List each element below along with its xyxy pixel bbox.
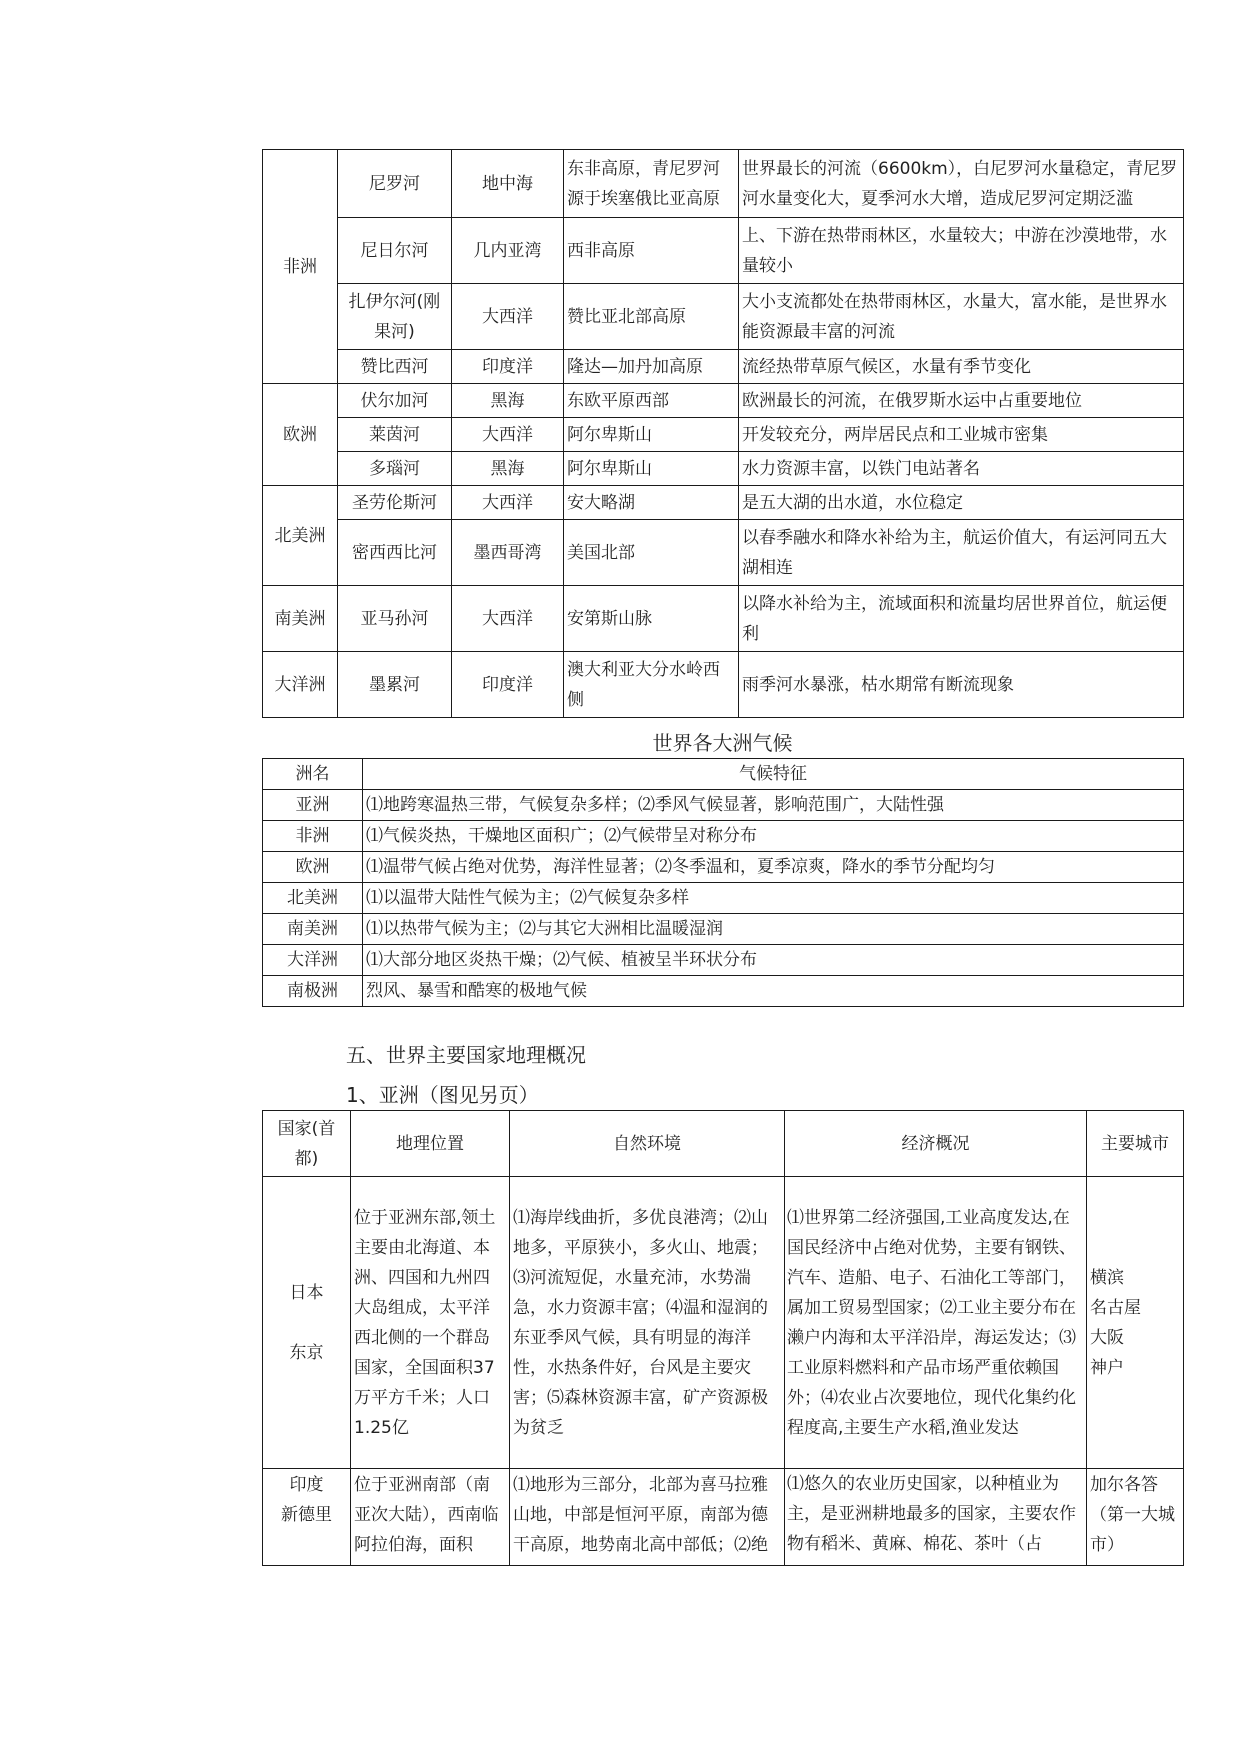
table-row xyxy=(263,790,1184,821)
river-table xyxy=(262,149,1184,718)
table-row xyxy=(263,586,1184,652)
river-features: 欧洲最长的河流，在俄罗斯水运中占重要地位 xyxy=(739,384,1184,418)
table-row xyxy=(263,150,1184,218)
river-features: 世界最长的河流（6600km），白尼罗河水量稳定，青尼罗河水量变化大，夏季河水大增，造成尼罗河定期泛滥 xyxy=(739,150,1184,218)
climate-features: 烈风、暴雪和酷寒的极地气候 xyxy=(363,976,1184,1007)
continent-name: 欧洲 xyxy=(263,852,363,883)
country-location: 位于亚洲东部,领土主要由北海道、本洲、四国和九州四大岛组成，太平洋西北侧的一个群岛国家，全国面积37万平方千米；人口1.25亿 xyxy=(351,1177,510,1469)
table-row xyxy=(263,218,1184,284)
river-outlet: 大西洋 xyxy=(452,284,564,350)
table-row xyxy=(263,486,1184,520)
river-name: 密西西比河 xyxy=(338,520,452,586)
river-source: 赞比亚北部高原 xyxy=(564,284,739,350)
river-source: 阿尔卑斯山 xyxy=(564,418,739,452)
climate-features: ⑴温带气候占绝对优势，海洋性显著；⑵冬季温和，夏季凉爽，降水的季节分配均匀 xyxy=(363,852,1184,883)
river-features: 流经热带草原气候区，水量有季节变化 xyxy=(739,350,1184,384)
river-outlet: 印度洋 xyxy=(452,652,564,718)
river-features: 以春季融水和降水补给为主，航运价值大，有运河同五大湖相连 xyxy=(739,520,1184,586)
climate-table-title: 世界各大洲气候 xyxy=(652,731,793,755)
table-row xyxy=(263,1177,1184,1469)
table-header-row xyxy=(263,1111,1184,1177)
river-source: 东非高原，青尼罗河源于埃塞俄比亚高原 xyxy=(564,150,739,218)
climate-features: ⑴地跨寒温热三带，气候复杂多样；⑵季风气候显著，影响范围广，大陆性强 xyxy=(363,790,1184,821)
city-name: 大阪 xyxy=(1090,1327,1124,1348)
river-outlet: 大西洋 xyxy=(452,486,564,520)
river-outlet: 大西洋 xyxy=(452,586,564,652)
continent-cell: 北美洲 xyxy=(263,486,338,586)
city-name: 神户 xyxy=(1090,1357,1124,1378)
continent-name: 大洋洲 xyxy=(263,945,363,976)
section-heading: 五、世界主要国家地理概况 xyxy=(346,1043,586,1067)
country-nature: ⑴地形为三部分，北部为喜马拉雅山地，中部是恒河平原，南部为德干高原，地势南北高中部低；⑵绝 xyxy=(510,1469,785,1566)
city-name: 名古屋 xyxy=(1090,1297,1141,1318)
subsection-heading: 1、亚洲（图见另页） xyxy=(346,1083,539,1107)
climate-features: ⑴以热带气候为主；⑵与其它大洲相比温暖湿润 xyxy=(363,914,1184,945)
country-name: 印度 xyxy=(289,1475,324,1495)
countries-table xyxy=(262,1110,1184,1566)
river-features: 大小支流都处在热带雨林区，水量大，富水能，是世界水能资源最丰富的河流 xyxy=(739,284,1184,350)
continent-name: 南极洲 xyxy=(263,976,363,1007)
country-economy: ⑴悠久的农业历史国家，以种植业为主，是亚洲耕地最多的国家，主要农作物有稻米、黄麻、棉花、茶叶（占 xyxy=(785,1469,1087,1566)
country-cities: 加尔各答（第一大城市） xyxy=(1087,1469,1184,1566)
river-name: 墨累河 xyxy=(338,652,452,718)
river-name: 尼日尔河 xyxy=(338,218,452,284)
table-row xyxy=(263,883,1184,914)
climate-features: ⑴大部分地区炎热干燥；⑵气候、植被呈半环状分布 xyxy=(363,945,1184,976)
table-header-row xyxy=(263,759,1184,790)
river-source: 澳大利亚大分水岭西侧 xyxy=(564,652,739,718)
continent-name: 北美洲 xyxy=(263,883,363,914)
column-header-climate: 气候特征 xyxy=(363,759,1184,790)
river-name: 圣劳伦斯河 xyxy=(338,486,452,520)
river-features: 是五大湖的出水道，水位稳定 xyxy=(739,486,1184,520)
table-row xyxy=(263,976,1184,1007)
river-outlet: 印度洋 xyxy=(452,350,564,384)
country-cell xyxy=(263,1469,351,1566)
table-row xyxy=(263,914,1184,945)
climate-features: ⑴以温带大陆性气候为主；⑵气候复杂多样 xyxy=(363,883,1184,914)
river-name: 多瑙河 xyxy=(338,452,452,486)
continent-cell: 欧洲 xyxy=(263,384,338,486)
river-name: 尼罗河 xyxy=(338,150,452,218)
continent-name: 非洲 xyxy=(263,821,363,852)
river-outlet: 地中海 xyxy=(452,150,564,218)
river-name: 亚马孙河 xyxy=(338,586,452,652)
river-features: 水力资源丰富，以铁门电站著名 xyxy=(739,452,1184,486)
country-cell xyxy=(263,1177,351,1469)
table-row xyxy=(263,350,1184,384)
climate-features: ⑴气候炎热，干燥地区面积广；⑵气候带呈对称分布 xyxy=(363,821,1184,852)
river-source: 阿尔卑斯山 xyxy=(564,452,739,486)
river-outlet: 黑海 xyxy=(452,384,564,418)
column-header-country: 国家(首都) xyxy=(263,1111,351,1177)
column-header-continent: 洲名 xyxy=(263,759,363,790)
table-row xyxy=(263,520,1184,586)
country-location: 位于亚洲南部（南亚次大陆），西南临阿拉伯海，面积 xyxy=(351,1469,510,1566)
table-row xyxy=(263,652,1184,718)
river-source: 隆达—加丹加高原 xyxy=(564,350,739,384)
river-outlet: 墨西哥湾 xyxy=(452,520,564,586)
continent-name: 亚洲 xyxy=(263,790,363,821)
river-outlet: 黑海 xyxy=(452,452,564,486)
table-row xyxy=(263,418,1184,452)
river-outlet: 几内亚湾 xyxy=(452,218,564,284)
country-cities xyxy=(1087,1177,1184,1469)
river-features: 以降水补给为主，流域面积和流量均居世界首位，航运便利 xyxy=(739,586,1184,652)
river-name: 赞比西河 xyxy=(338,350,452,384)
column-header-cities: 主要城市 xyxy=(1087,1111,1184,1177)
river-source: 西非高原 xyxy=(564,218,739,284)
river-name: 伏尔加河 xyxy=(338,384,452,418)
city-name: 横滨 xyxy=(1090,1267,1124,1288)
country-name: 日本 xyxy=(289,1282,324,1303)
climate-table xyxy=(262,758,1184,1007)
river-features: 上、下游在热带雨林区，水量较大；中游在沙漠地带，水量较小 xyxy=(739,218,1184,284)
continent-cell: 南美洲 xyxy=(263,586,338,652)
river-source: 东欧平原西部 xyxy=(564,384,739,418)
river-outlet: 大西洋 xyxy=(452,418,564,452)
capital-name: 新德里 xyxy=(281,1505,332,1525)
river-source: 安大略湖 xyxy=(564,486,739,520)
capital-name: 东京 xyxy=(289,1342,324,1363)
table-row xyxy=(263,821,1184,852)
table-row xyxy=(263,384,1184,418)
river-features: 雨季河水暴涨，枯水期常有断流现象 xyxy=(739,652,1184,718)
table-row xyxy=(263,1469,1184,1566)
table-row xyxy=(263,945,1184,976)
column-header-nature: 自然环境 xyxy=(510,1111,785,1177)
river-source: 安第斯山脉 xyxy=(564,586,739,652)
continent-cell: 大洋洲 xyxy=(263,652,338,718)
continent-cell: 非洲 xyxy=(263,150,338,384)
river-name: 扎伊尔河(刚果河) xyxy=(338,284,452,350)
river-source: 美国北部 xyxy=(564,520,739,586)
table-row xyxy=(263,284,1184,350)
column-header-economy: 经济概况 xyxy=(785,1111,1087,1177)
table-row xyxy=(263,452,1184,486)
river-name: 莱茵河 xyxy=(338,418,452,452)
column-header-location: 地理位置 xyxy=(351,1111,510,1177)
table-row xyxy=(263,852,1184,883)
country-nature: ⑴海岸线曲折，多优良港湾；⑵山地多，平原狭小，多火山、地震；⑶河流短促，水量充沛，水势湍急，水力资源丰富；⑷温和湿润的东亚季风气候，具有明显的海洋性，水热条件好，台风是主要灾害；⑸森林资源丰富，矿产资源极为贫乏 xyxy=(510,1177,785,1469)
river-features: 开发较充分，两岸居民点和工业城市密集 xyxy=(739,418,1184,452)
country-economy: ⑴世界第二经济强国,工业高度发达,在国民经济中占绝对优势，主要有钢铁、汽车、造船、电子、石油化工等部门，属加工贸易型国家；⑵工业主要分布在濑户内海和太平洋沿岸，海运发达；⑶工业原料燃料和产品市场严重依赖国外；⑷农业占次要地位，现代化集约化程度高,主要生产水稻,渔业发达 xyxy=(785,1177,1087,1469)
continent-name: 南美洲 xyxy=(263,914,363,945)
